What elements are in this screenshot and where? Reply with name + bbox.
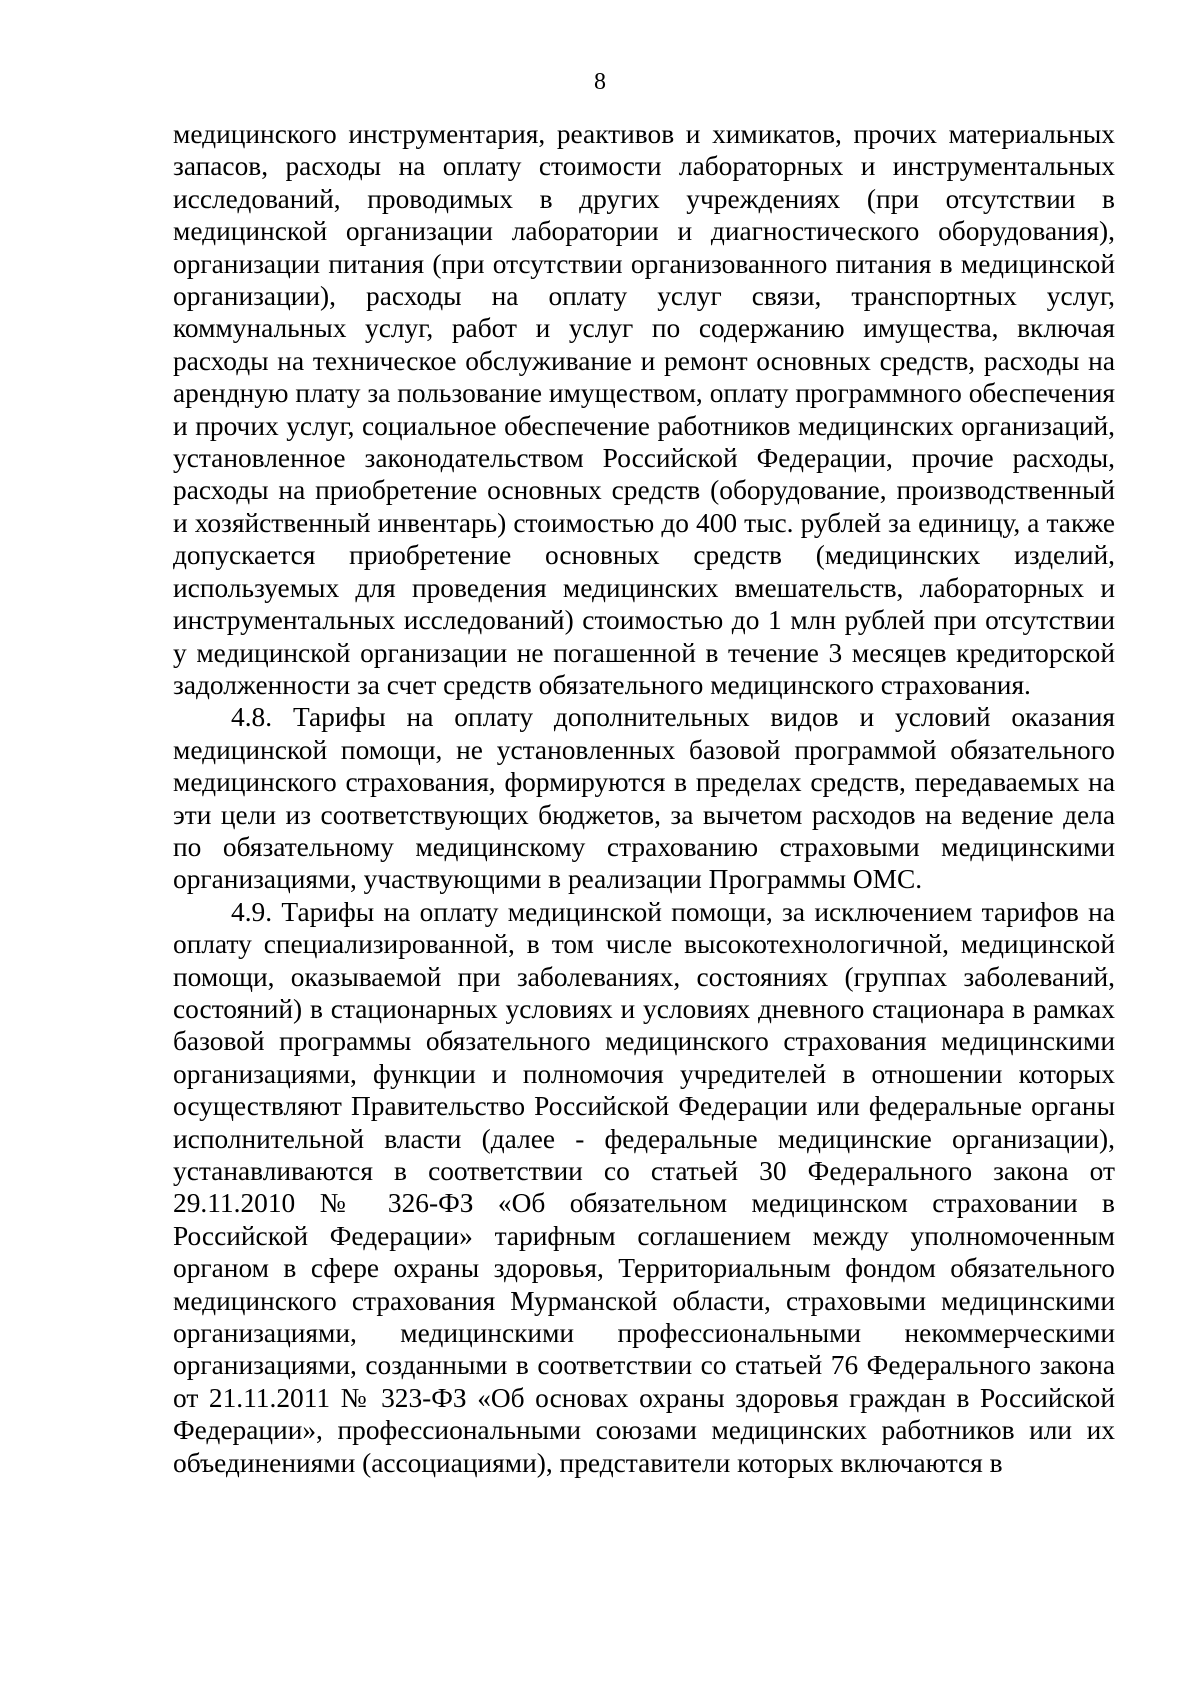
- page-number: 8: [594, 69, 606, 95]
- document-body: [173, 118, 1115, 1479]
- paragraph-clause-4-8: 4.8. Тарифы на оплату дополнительных видов и условий оказания медицинской помощи, не установленных базовой программой обязательного медицинского страхования, формируются в пределах средств, передаваемых на эти цели из соответствующих бюджетов, за вычетом расходов на ведение дела по обязательному медицинскому страхованию страховыми медицинскими организациями, участвующими в реализации Программы ОМС.: [173, 702, 1115, 895]
- paragraph-clause-4-9: 4.9. Тарифы на оплату медицинской помощи, за исключением тарифов на оплату специализированной, в том числе высокотехнологичной, медицинской помощи, оказываемой при заболеваниях, состояниях (группах заболеваний, состояний) в стационарных условиях и условиях дневного стационара в рамках базовой программы обязательного медицинского страхования медицинскими организациями, функции и полномочия учредителей в отношении которых осуществляют Правительство Российской Федерации или федеральные органы исполнительной власти (далее - федеральные медицинские организации), устанавливаются в соответствии со статьей 30 Федерального закона от 29.11.2010 № 326-ФЗ «Об обязательном медицинском страховании в Российской Федерации» тарифным соглашением между уполномоченным органом в сфере охраны здоровья, Территориальным фондом обязательного медицинского страхования Мурманской области, страховыми медицинскими организациями, медицинскими профессиональными некоммерческими организациями, созданными в соответствии со статьей 76 Федерального закона от 21.11.2011 № 323-ФЗ «Об основах охраны здоровья граждан в Российской Федерации», профессиональными союзами медицинских работников или их объединениями (ассоциациями), представители которых включаются в: [173, 896, 1115, 1478]
- paragraph-continuation: медицинского инструментария, реактивов и химикатов, прочих материальных запасов, расходы на оплату стоимости лабораторных и инструментальных исследований, проводимых в других учреждениях (при отсутствии в медицинской организации лаборатории и диагностического оборудования), организации питания (при отсутствии организованного питания в медицинской организации), расходы на оплату услуг связи, транспортных услуг, коммунальных услуг, работ и услуг по содержанию имущества, включая расходы на техническое обслуживание и ремонт основных средств, расходы на арендную плату за пользование имуществом, оплату программного обеспечения и прочих услуг, социальное обеспечение работников медицинских организаций, установленное законодательством Российской Федерации, прочие расходы, расходы на приобретение основных средств (оборудование, производственный и хозяйственный инвентарь) стоимостью до 400 тыс. рублей за единицу, а также допускается приобретение основных средств (медицинских изделий, используемых для проведения медицинских вмешательств, лабораторных и инструментальных исследований) стоимостью до 1 млн рублей при отсутствии у медицинской организации не погашенной в течение 3 месяцев кредиторской задолженности за счет средств обязательного медицинского страхования.: [173, 119, 1115, 700]
